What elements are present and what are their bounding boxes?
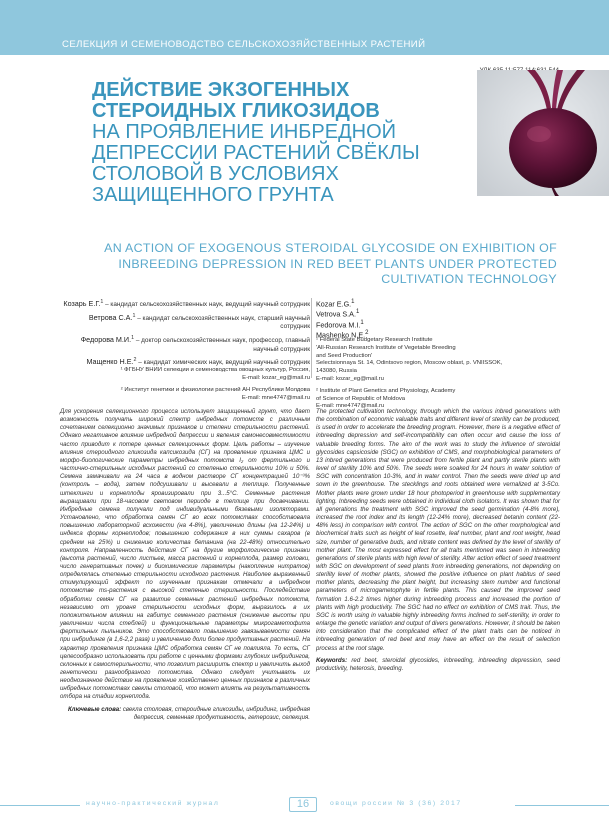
authors-ru xyxy=(60,298,310,370)
author-en-1: Kozar E.G.$^1$ xyxy=(316,299,355,309)
abstract-ru-text: Для ускорения селекционного процесса использует защищенный грунт, что дает возможность получать широкий спектр инбредных потомств с различным сочетанием селекционно значимых признаков и степени стерильности растений. Однако негативное влияние инбредной депрессии и явления самонесовместимости часто приводит к потере ценных селекционных форм. Цель работы – изучение влияния стероидного гликозида капсикозида (СГ) на проявление признака ЦМС и морфо-биологические параметры инбредных потомств I₂ от фертильного и частично-стерильных исходных растений со степенью стерильности 10% и 50%. Семена замачивали на 24 часа в водном растворе СГ концентрацией 10⁻³% (контроль – вода), затем подсушивали и высевали в теплице. Полученные штеклинги и корнеплоды яровизировали при 3...5°С. Семенные растения выращивали при 18-часовом световом периоде в теплице при досвечивании. Инбредные семена получали под индивидуальными бязевыми изоляторами. Установлено, что обработка семян СГ во всех потомствах способствовала повышению лабораторной всхожести (на 4-8%), увеличению длины (на 12-24%) и индекса формы корнеплодов; повышению содержания в них суммы сахаров (в среднем на 25%) и снижению количества бетанина (на 22-48%) относительно контроля. Направленность действия СГ на другие морфологические признаки (высота растений, число листьев, масса растений и корнеплода, размер головки, число генеративных почек) и биохимические параметры (накопление нитратов) определялась степенью стерильности исходного растения. Наиболее выраженный стимулирующий эффект по изученным признакам отмечали в инбредном потомстве ms-растения с высокой степенью стерильности. Последействие обработки семян СГ на развитие семенных растений инбредных потомств, независимо от уровня стерильности исходных форм, выразилось в их положительном влиянии на габитус семенного растения (снижение высоты при увеличении числа стеблей) и функциональные параметры микрогаметофита фертильных пыльников. Это способствовало повышению завязываемости семян при инбридинге (в 1,6-2,2 раза) и увеличению доли более продуктивных растений. На характер проявления признака ЦМС обработка семян СГ не повлияла. То есть, СГ целесообразно использовать при работе с ценными формами глубоких инбридингов, склонных к самостерильности, что позволит расширить спектр и увеличить выход генетически разнообразного потомства. Однако следует учитывать их неоднозначное действие на проявление хозяйственно ценных признаков в различных инбредных потомствах свеклы столовой, что может влиять на результативность отбора на стадии корнеплода. xyxy=(60,408,310,701)
author-ru-1: Козарь Е.Г.$^1$ – кандидат сельскохозяйственных наук, ведущий научный сотрудник xyxy=(63,299,310,309)
affiliations-ru xyxy=(60,366,310,406)
column-divider xyxy=(311,298,312,378)
author-en-4: Mashenko N.E.$^2$ xyxy=(316,330,369,340)
abstract-ru xyxy=(60,408,310,722)
affiliation-en-1: ¹ Federal State Budgetary Research Institute 'All-Russian Research Institute of Vegetable Breeding and Seed Production' Selectsionnaya St. 14, Odintsovo region, Moscow oblast, p. VNIISSOK, 143080, Russia E-mail: kozar_eg@mail.ru xyxy=(316,337,503,382)
author-ru-2: Ветрова С.А.$^1$ – кандидат сельскохозяйственных наук, старший научный сотрудник xyxy=(88,312,310,331)
author-names-en xyxy=(316,298,556,340)
title-ru-light: НА ПРОЯВЛЕНИЕ ИНБРЕДНОЙ ДЕПРЕССИИ РАСТЕНИЙ СВЁКЛЫ СТОЛОВОЙ В УСЛОВИЯХ ЗАЩИЩЕННОГО ГРУНТА xyxy=(92,121,420,206)
affiliation-en-2: ² Institute of Plant Genetics and Physiology, Academy of Science of Republic of Moldova E-mail: mne4747@mail.ru xyxy=(316,387,456,410)
red-beet-photo xyxy=(477,70,609,196)
affiliation-ru-2: ² Институт генетики и физиологии растений АН Республики Молдова E-mail: mne4747@mail.ru xyxy=(120,387,310,401)
footer-rule-left xyxy=(0,805,80,806)
abstract-en xyxy=(316,408,560,673)
page-footer xyxy=(0,797,609,813)
authors-en xyxy=(316,298,556,340)
author-en-2: Vetrova S.A.$^1$ xyxy=(316,309,360,319)
author-ru-4: Мащенко Н.Е.$^2$ – кандидат химических наук, ведущий научный сотрудник xyxy=(86,357,310,367)
affiliation-ru-1: ¹ ФГБНУ ВНИИ селекции и семеноводства овощных культур, Россия, E-mail: kozar_eg@mail.ru xyxy=(120,367,310,381)
affiliations-en xyxy=(316,337,556,415)
abstract-en-text: The protected cultivation technology, through which the various inbred generations with the combination of economic valuable traits and different level of sterility can be produced, is used in order to accelerate the breeding program. However, there is a negative effect of inbreeding depression and self-incompatibility can often occur and cause the loss of valuable breeding forms. The aim of the work was to study the influence of steroidal glycosides capsicoside (SGC) on exhibition of CMS, and morphobiological parameters of 13 inbred generations that were produced from fertile plant and partly sterile plants with level of sterility 10% and 50%. The seeds were soaked for 24 hours in water solution of SGC with concentration 10-3%, and in water control. Then the seeds were dried up and sown in the greenhouse. The stecklings and roots obtained were vernalized at 3-5Co. Mother plants were grown under 18 hour photoperiod in greenhouse with supplementary lighting. Inbreeding seeds were obtained in individual cloth isolators. It was shown that for all generations the treatment with SGC improved the seed germination (4-8% more), increased the root index and its length (12-24% more), decreased betanin content (22-48% less) in comparison with control. The action of SGC on the other morphological and biochemical traits such as height of leaf rosette, leaf number, plant and root weight, head size, number of generative buds, and nitrate content was defined by the level of sterility of mother plant. The most expressed effect for all traits mentioned was seen in inbreeding generations of sterile plants with high level of sterility. After action effect of seed treatment with SGC on development of seed plants from inbreeding generations, not depending on sterility level of mother plants, showed the positive influence on plant habitus of seed mother plants, decreasing the plant height, but increasing stem number and functional parameters of microgametophyte in fertile plants. This caused the improved seed formation 1.6-2.2 times higher during inbreeding process and increased the portion of plants with high productivity. The SGC had no effect on exhibition of CMS trait. Thus, the SGC is worth using in valuable highly inbreeding forms inclined to self-sterility, in order to enlarge the genetic variation and output of divers generations. However, it should be taken into consideration that the complicated effect of the plant traits can be noticed in inbreeding generation of red beet and may have an effect on the result of selection process at the root stage. xyxy=(316,408,560,652)
author-ru-3: Федорова М.И.$^1$ – доктор сельскохозяйственных наук, профессор, главный научный сотрудник xyxy=(80,335,310,353)
footer-journal: научно-практический журнал xyxy=(86,800,220,807)
keywords-ru: Ключевые слова: свекла столовая, стероидные гликозиды, инбридинг, инбредная депрессия, семенная продуктивность, гетерозис, селекция. xyxy=(67,705,310,721)
author-en-3: Fedorova M.I.$^1$ xyxy=(316,319,364,330)
section-header-bar xyxy=(0,0,609,55)
footer-issue: овощи россии № 3 (36) 2017 xyxy=(330,800,462,807)
keywords-en: Keywords: red beet, steroidal glycosides, inbreeding, inbreeding depression, seed productivity, heterosis, breeding. xyxy=(316,656,560,672)
article-title-ru xyxy=(92,80,492,206)
section-title: СЕЛЕКЦИЯ И СЕМЕНОВОДСТВО СЕЛЬСКОХОЗЯЙСТВЕННЫХ РАСТЕНИЙ xyxy=(62,39,426,50)
red-beet-image xyxy=(477,70,609,196)
article-title-en: AN ACTION OF EXOGENOUS STEROIDAL GLYCOSIDE ON EXHIBITION OF INBREEDING DEPRESSION IN RED BEET PLANTS UNDER PROTECTED CULTIVATION TECHNOLOGY xyxy=(104,241,557,286)
footer-rule-right xyxy=(515,805,609,806)
title-ru-bold: ДЕЙСТВИЕ ЭКЗОГЕННЫХ СТЕРОИДНЫХ ГЛИКОЗИДОВ xyxy=(92,79,380,122)
page-number: 16 xyxy=(289,797,317,812)
